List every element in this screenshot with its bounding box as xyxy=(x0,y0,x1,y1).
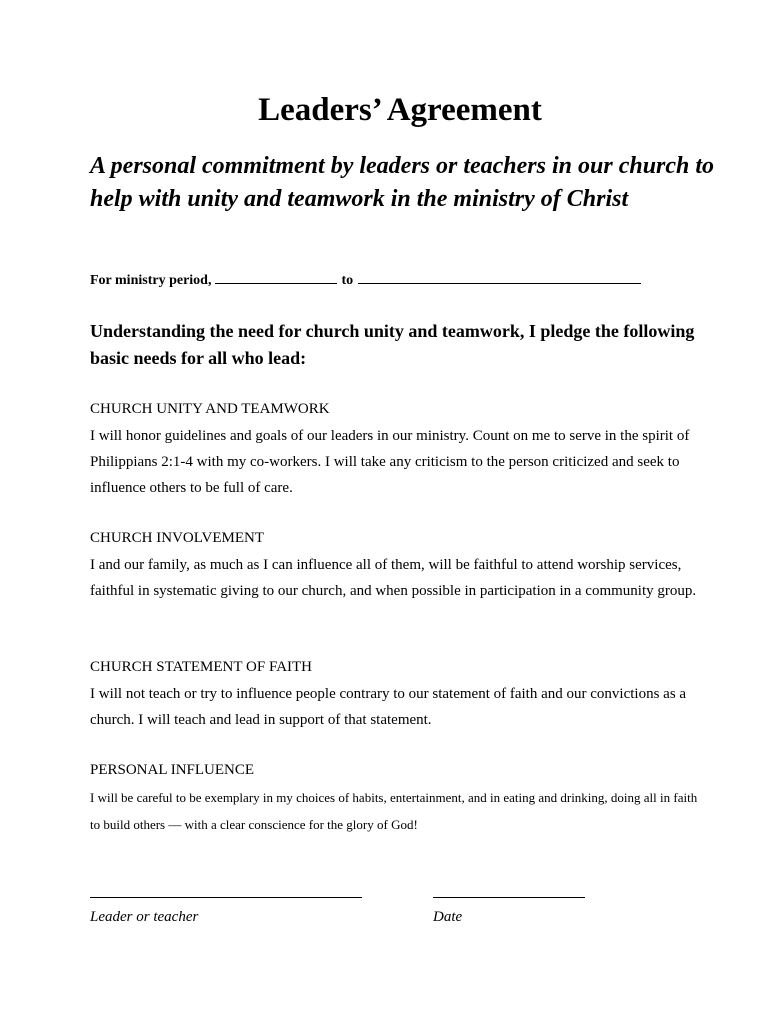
date-signature-label: Date xyxy=(433,909,463,925)
section-heading: PERSONAL INFLUENCE xyxy=(90,762,255,778)
section-body: I will be careful to be exemplary in my choices of habits, entertainment, and in eating and drinking, doing all in faith to build others — with a clear conscience for the glory of God! xyxy=(90,790,698,832)
section-heading: CHURCH STATEMENT OF FAITH xyxy=(90,659,313,675)
section-body: I will honor guidelines and goals of our leaders in our ministry. Count on me to serve in the spirit of Philippians 2:1-4 with my co-workers. I will take any criticism to the person criticized and seek to influence others to be full of care. xyxy=(90,428,690,496)
leader-signature-label: Leader or teacher xyxy=(90,909,199,925)
period-connector: to xyxy=(341,273,354,288)
section-church-unity xyxy=(90,399,710,501)
leader-signature-line[interactable] xyxy=(90,897,362,898)
section-personal-influence xyxy=(90,760,710,838)
section-heading: CHURCH UNITY AND TEAMWORK xyxy=(90,401,330,417)
section-heading: CHURCH INVOLVEMENT xyxy=(90,530,265,546)
document-subtitle: A personal commitment by leaders or teachers in our church to help with unity and teamwork in the ministry of Christ xyxy=(90,153,715,212)
section-body: I and our family, as much as I can influence all of them, will be faithful to attend worship services, faithful in systematic giving to our church, and when possible in participation in a community group. xyxy=(90,557,697,599)
period-start-blank[interactable] xyxy=(215,268,337,284)
document-title: Leaders’ Agreement xyxy=(258,92,542,128)
section-statement-of-faith xyxy=(90,657,710,733)
pledge-statement: Understanding the need for church unity and teamwork, I pledge the following basic needs for all who lead: xyxy=(90,321,695,368)
ministry-period-line xyxy=(90,268,730,293)
date-signature-line[interactable] xyxy=(433,897,585,898)
section-body: I will not teach or try to influence people contrary to our statement of faith and our convictions as a church. I will teach and lead in support of that statement. xyxy=(90,686,687,728)
period-end-blank[interactable] xyxy=(358,268,641,284)
ministry-period-label: For ministry period, xyxy=(90,273,212,288)
section-church-involvement xyxy=(90,528,710,604)
